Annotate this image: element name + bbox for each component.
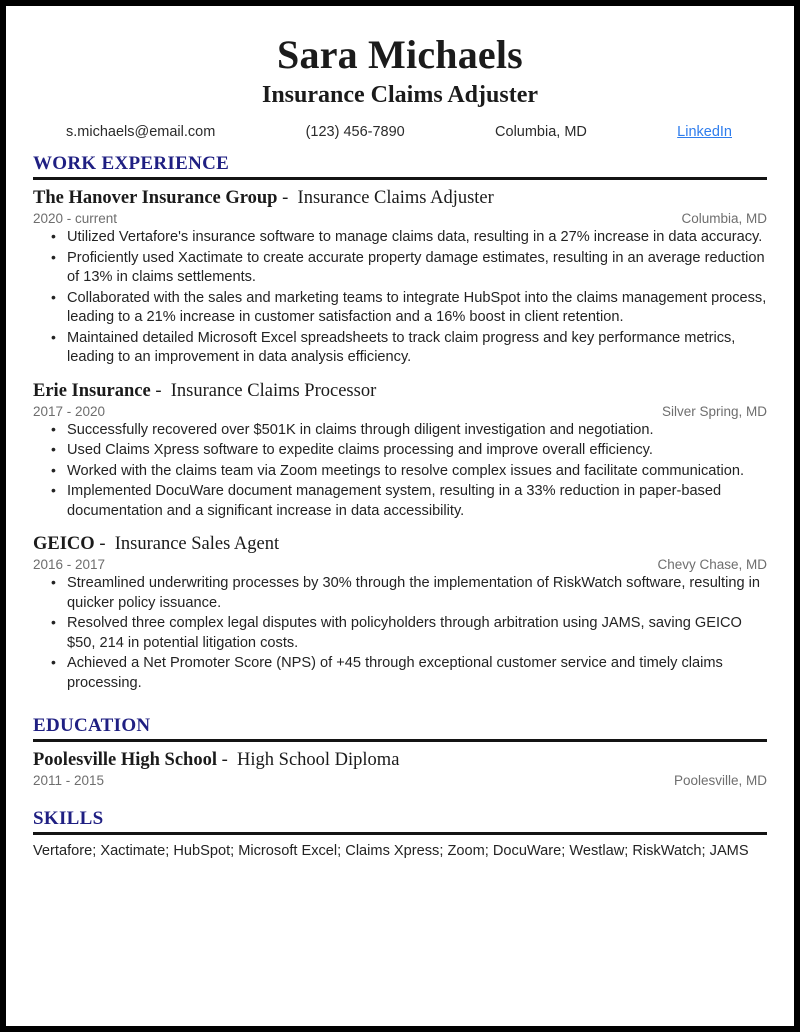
education-entry-location: Poolesville, MD <box>673 773 767 788</box>
bullet-item: • Successfully recovered over $501K in claims through diligent investigation and negotiation. <box>51 421 767 441</box>
candidate-job-title: Insurance Claims Adjuster <box>261 82 538 108</box>
work-entry-organization: GEICO <box>33 534 95 554</box>
bullet-item: • Proficiently used Xactimate to create accurate property damage estimates, resulting in an average reduction of 13% in claims settlements. <box>51 249 767 288</box>
work-entry-role: Insurance Sales Agent <box>114 534 280 554</box>
education-entry <box>33 748 767 788</box>
bullet-item: • Utilized Vertafore's insurance software to manage claims data, resulting in a 27% increase in data accuracy. <box>51 228 767 248</box>
contact-linkedin-link[interactable]: LinkedIn <box>677 124 732 140</box>
work-entry-location: Silver Spring, MD <box>661 403 767 419</box>
education-entry-heading <box>33 748 767 772</box>
work-entry-bullets <box>33 574 767 693</box>
bullet-item: • Maintained detailed Microsoft Excel spreadsheets to track claim progress and key performance metrics, leading to an improvement in data analysis efficiency. <box>51 329 767 368</box>
education-entry-degree: High School Diploma <box>237 750 400 770</box>
contact-email[interactable]: s.michaels@email.com <box>66 124 216 140</box>
education-entry-separator: - <box>221 750 228 770</box>
work-entry-meta <box>33 404 767 419</box>
work-entry-dates: 2017 - 2020 <box>33 403 106 419</box>
education-entry-meta <box>33 773 767 788</box>
work-entry <box>33 186 767 368</box>
work-entry-organization: The Hanover Insurance Group <box>33 188 278 208</box>
work-experience-heading: WORK EXPERIENCE <box>33 153 230 174</box>
work-entry-separator: - <box>155 380 162 401</box>
skills-list: Vertafore; Xactimate; HubSpot; Microsoft Excel; Claims Xpress; Zoom; DocuWare; Westlaw; RiskWatch; JAMS <box>33 843 749 859</box>
work-entry-role: Insurance Claims Adjuster <box>297 188 494 208</box>
work-entry-separator: - <box>282 188 289 208</box>
skills-section <box>33 808 767 861</box>
education-section <box>33 715 767 788</box>
section-divider <box>33 739 767 742</box>
work-entry <box>33 379 767 522</box>
contact-row <box>33 124 767 140</box>
bullet-item: • Resolved three complex legal disputes with policyholders through arbitration using JAMS, saving GEICO $50, 214 in potential litigation costs. <box>51 614 767 653</box>
work-entry-bullets <box>33 228 767 368</box>
candidate-name: Sara Michaels <box>277 32 523 77</box>
work-entry-heading <box>33 532 767 556</box>
contact-location: Columbia, MD <box>495 124 587 140</box>
work-entry-dates: 2016 - 2017 <box>33 557 106 572</box>
bullet-item: • Collaborated with the sales and marketing teams to integrate HubSpot into the claims management process, leading to a 21% increase in customer satisfaction and a 16% boost in client retention. <box>51 289 767 328</box>
resume-page <box>6 6 794 1026</box>
education-entry-organization: Poolesville High School <box>33 750 217 770</box>
work-entry-role: Insurance Claims Processor <box>170 380 377 401</box>
resume-header <box>33 6 767 140</box>
section-divider <box>33 832 767 835</box>
work-entry-dates: 2020 - current <box>33 211 118 226</box>
section-divider <box>33 177 767 180</box>
work-entry-bullets <box>33 421 767 522</box>
work-entry-heading <box>33 186 767 210</box>
work-entry <box>33 532 767 693</box>
bullet-item: • Streamlined underwriting processes by 30% through the implementation of RiskWatch software, resulting in quicker policy issuance. <box>51 574 767 613</box>
bullet-item: • Used Claims Xpress software to expedite claims processing and improve overall efficiency. <box>51 441 767 461</box>
work-entry-meta <box>33 211 767 226</box>
work-entry-meta <box>33 557 767 572</box>
bullet-item: • Implemented DocuWare document management system, resulting in a 33% reduction in paper-based documentation and a significant increase in data accessibility. <box>51 482 767 521</box>
contact-phone[interactable]: (123) 456-7890 <box>305 124 405 140</box>
work-entry-location: Columbia, MD <box>681 211 767 226</box>
work-entry-separator: - <box>99 534 106 554</box>
work-entry-heading <box>33 379 767 403</box>
work-entry-location: Chevy Chase, MD <box>657 557 767 572</box>
bullet-item: • Achieved a Net Promoter Score (NPS) of +45 through exceptional customer service and timely claims processing. <box>51 654 767 693</box>
work-entry-organization: Erie Insurance <box>33 380 151 401</box>
education-heading: EDUCATION <box>33 715 151 736</box>
skills-heading: SKILLS <box>33 808 104 829</box>
education-entry-dates: 2011 - 2015 <box>33 773 105 788</box>
work-experience-section <box>33 153 767 693</box>
bullet-item: • Worked with the claims team via Zoom meetings to resolve complex issues and facilitate communication. <box>51 462 767 482</box>
